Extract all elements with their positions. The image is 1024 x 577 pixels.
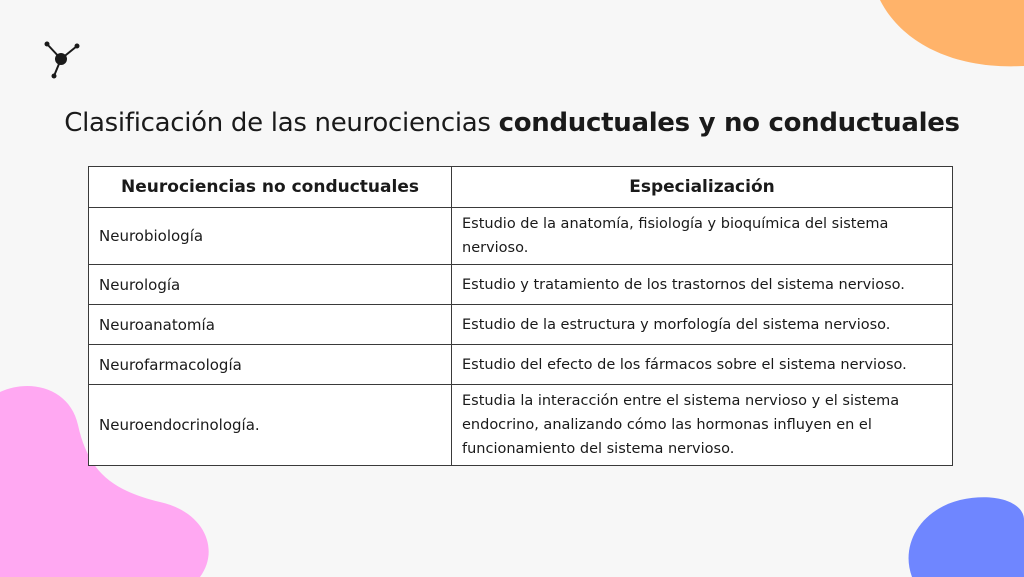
field-cell: Neurobiología bbox=[89, 208, 452, 265]
decorative-blob-orange bbox=[860, 0, 1024, 70]
field-cell: Neurofarmacología bbox=[89, 345, 452, 385]
field-cell: Neuroanatomía bbox=[89, 305, 452, 345]
column-header-field: Neurociencias no conductuales bbox=[89, 167, 452, 208]
specialization-cell: Estudia la interacción entre el sistema nervioso y el sistema endocrino, analizando cómo las hormonas influyen en el funcionamiento del sistema nervioso. bbox=[452, 385, 953, 466]
specialization-cell: Estudio y tratamiento de los trastornos del sistema nervioso. bbox=[452, 265, 953, 305]
table-row bbox=[89, 345, 953, 385]
specialization-cell: Estudio del efecto de los fármacos sobre el sistema nervioso. bbox=[452, 345, 953, 385]
molecule-icon bbox=[40, 38, 84, 82]
table-header-row bbox=[89, 167, 953, 208]
slide-title bbox=[0, 108, 1024, 138]
column-header-specialization: Especialización bbox=[452, 167, 953, 208]
table-row bbox=[89, 208, 953, 265]
field-cell: Neurología bbox=[89, 265, 452, 305]
table-row bbox=[89, 385, 953, 466]
specialization-cell: Estudio de la anatomía, fisiología y bioquímica del sistema nervioso. bbox=[452, 208, 953, 265]
slide-title-bold: conductuales y no conductuales bbox=[498, 108, 960, 139]
decorative-blob-blue bbox=[900, 490, 1024, 577]
slide-title-regular: Clasificación de las neurociencias bbox=[64, 108, 499, 139]
table-row bbox=[89, 305, 953, 345]
classification-table bbox=[88, 166, 953, 466]
field-cell: Neuroendocrinología. bbox=[89, 385, 452, 466]
specialization-cell: Estudio de la estructura y morfología del sistema nervioso. bbox=[452, 305, 953, 345]
table-row bbox=[89, 265, 953, 305]
